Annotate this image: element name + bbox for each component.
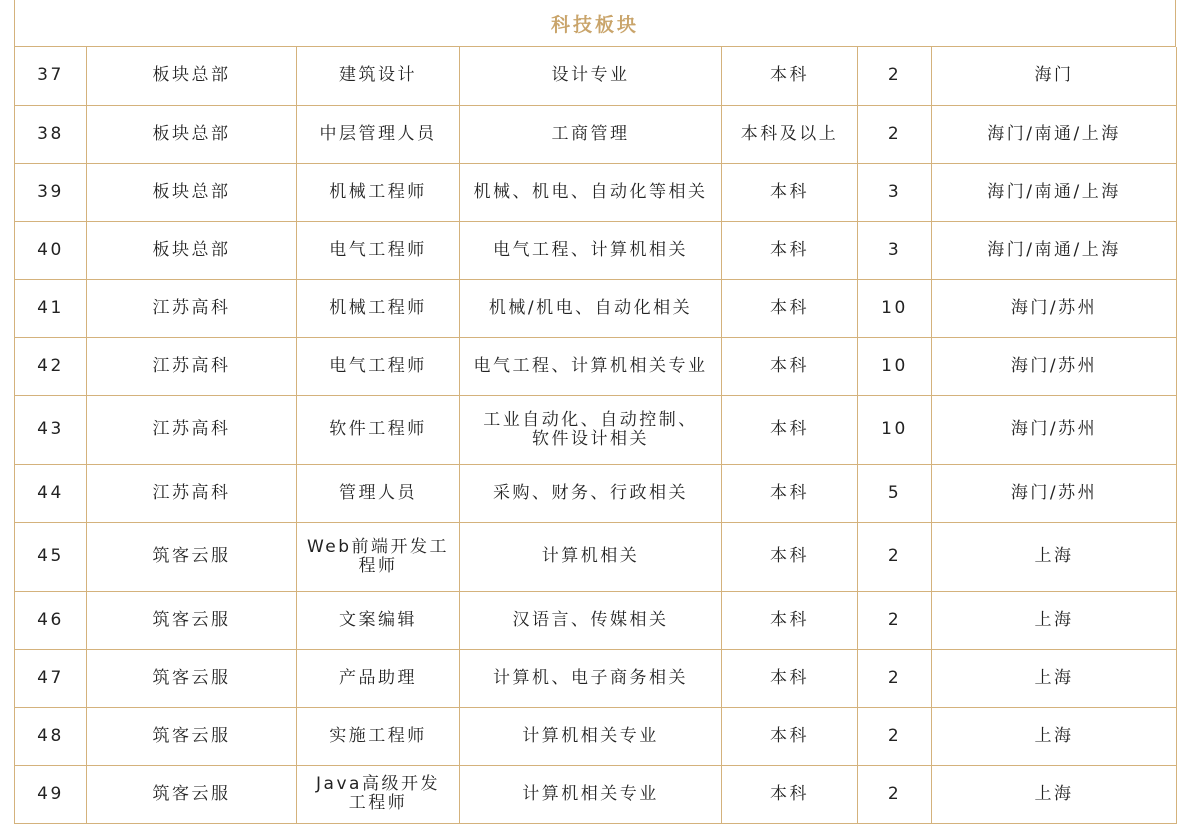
major-cell: 计算机、电子商务相关 [460, 649, 722, 707]
education-cell: 本科 [722, 337, 858, 395]
position-cell: 实施工程师 [297, 707, 460, 765]
headcount-cell: 2 [858, 47, 932, 105]
row-number-cell: 43 [15, 395, 87, 464]
position-cell: 电气工程师 [297, 337, 460, 395]
location-cell: 上海 [932, 707, 1177, 765]
education-cell: 本科 [722, 395, 858, 464]
location-cell: 上海 [932, 591, 1177, 649]
position-cell: Web前端开发工 程师 [297, 522, 460, 591]
table-row [15, 522, 1177, 591]
education-cell: 本科 [722, 649, 858, 707]
table-row [15, 707, 1177, 765]
position-cell: 电气工程师 [297, 221, 460, 279]
location-cell: 海门 [932, 47, 1177, 105]
major-cell: 设计专业 [460, 47, 722, 105]
location-cell: 海门/苏州 [932, 395, 1177, 464]
row-number-cell: 44 [15, 464, 87, 522]
location-cell: 海门/苏州 [932, 279, 1177, 337]
location-cell: 上海 [932, 522, 1177, 591]
unit-cell: 筑客云服 [87, 765, 297, 823]
education-cell: 本科 [722, 522, 858, 591]
row-number-cell: 47 [15, 649, 87, 707]
row-number-cell: 49 [15, 765, 87, 823]
table-row [15, 105, 1177, 163]
headcount-cell: 2 [858, 649, 932, 707]
education-cell: 本科 [722, 47, 858, 105]
position-cell: 机械工程师 [297, 163, 460, 221]
position-cell: Java高级开发 工程师 [297, 765, 460, 823]
major-cell: 汉语言、传媒相关 [460, 591, 722, 649]
row-number-cell: 39 [15, 163, 87, 221]
education-cell: 本科 [722, 765, 858, 823]
row-number-cell: 46 [15, 591, 87, 649]
major-cell: 采购、财务、行政相关 [460, 464, 722, 522]
headcount-cell: 2 [858, 591, 932, 649]
position-cell: 软件工程师 [297, 395, 460, 464]
education-cell: 本科 [722, 707, 858, 765]
row-number-cell: 42 [15, 337, 87, 395]
headcount-cell: 3 [858, 221, 932, 279]
table-row [15, 395, 1177, 464]
major-cell: 机械、机电、自动化等相关 [460, 163, 722, 221]
unit-cell: 筑客云服 [87, 707, 297, 765]
table-row [15, 221, 1177, 279]
major-cell: 机械/机电、自动化相关 [460, 279, 722, 337]
position-cell: 文案编辑 [297, 591, 460, 649]
table-row [15, 464, 1177, 522]
table-row [15, 279, 1177, 337]
positions-table-body [15, 47, 1177, 823]
section-title: 科技板块 [14, 0, 1176, 47]
location-cell: 海门/南通/上海 [932, 105, 1177, 163]
position-cell: 机械工程师 [297, 279, 460, 337]
position-cell: 建筑设计 [297, 47, 460, 105]
unit-cell: 筑客云服 [87, 649, 297, 707]
major-cell: 计算机相关专业 [460, 765, 722, 823]
major-cell: 计算机相关专业 [460, 707, 722, 765]
table-row [15, 765, 1177, 823]
row-number-cell: 40 [15, 221, 87, 279]
education-cell: 本科 [722, 279, 858, 337]
headcount-cell: 2 [858, 522, 932, 591]
unit-cell: 筑客云服 [87, 591, 297, 649]
table-row [15, 47, 1177, 105]
location-cell: 上海 [932, 765, 1177, 823]
location-cell: 海门/南通/上海 [932, 221, 1177, 279]
table-row [15, 649, 1177, 707]
unit-cell: 板块总部 [87, 163, 297, 221]
unit-cell: 江苏高科 [87, 464, 297, 522]
unit-cell: 筑客云服 [87, 522, 297, 591]
position-cell: 管理人员 [297, 464, 460, 522]
row-number-cell: 48 [15, 707, 87, 765]
table-row [15, 337, 1177, 395]
row-number-cell: 37 [15, 47, 87, 105]
major-cell: 电气工程、计算机相关专业 [460, 337, 722, 395]
headcount-cell: 2 [858, 765, 932, 823]
education-cell: 本科及以上 [722, 105, 858, 163]
unit-cell: 板块总部 [87, 47, 297, 105]
recruitment-sheet [14, 0, 1176, 824]
unit-cell: 江苏高科 [87, 395, 297, 464]
unit-cell: 板块总部 [87, 221, 297, 279]
headcount-cell: 10 [858, 279, 932, 337]
headcount-cell: 10 [858, 337, 932, 395]
position-cell: 中层管理人员 [297, 105, 460, 163]
row-number-cell: 38 [15, 105, 87, 163]
unit-cell: 江苏高科 [87, 279, 297, 337]
location-cell: 海门/苏州 [932, 464, 1177, 522]
headcount-cell: 3 [858, 163, 932, 221]
location-cell: 海门/南通/上海 [932, 163, 1177, 221]
major-cell: 工业自动化、自动控制、 软件设计相关 [460, 395, 722, 464]
location-cell: 上海 [932, 649, 1177, 707]
education-cell: 本科 [722, 221, 858, 279]
headcount-cell: 2 [858, 707, 932, 765]
row-number-cell: 41 [15, 279, 87, 337]
positions-table [14, 47, 1177, 824]
row-number-cell: 45 [15, 522, 87, 591]
position-cell: 产品助理 [297, 649, 460, 707]
education-cell: 本科 [722, 591, 858, 649]
table-row [15, 591, 1177, 649]
table-row [15, 163, 1177, 221]
location-cell: 海门/苏州 [932, 337, 1177, 395]
unit-cell: 江苏高科 [87, 337, 297, 395]
major-cell: 计算机相关 [460, 522, 722, 591]
education-cell: 本科 [722, 163, 858, 221]
unit-cell: 板块总部 [87, 105, 297, 163]
major-cell: 电气工程、计算机相关 [460, 221, 722, 279]
headcount-cell: 2 [858, 105, 932, 163]
major-cell: 工商管理 [460, 105, 722, 163]
education-cell: 本科 [722, 464, 858, 522]
headcount-cell: 10 [858, 395, 932, 464]
headcount-cell: 5 [858, 464, 932, 522]
